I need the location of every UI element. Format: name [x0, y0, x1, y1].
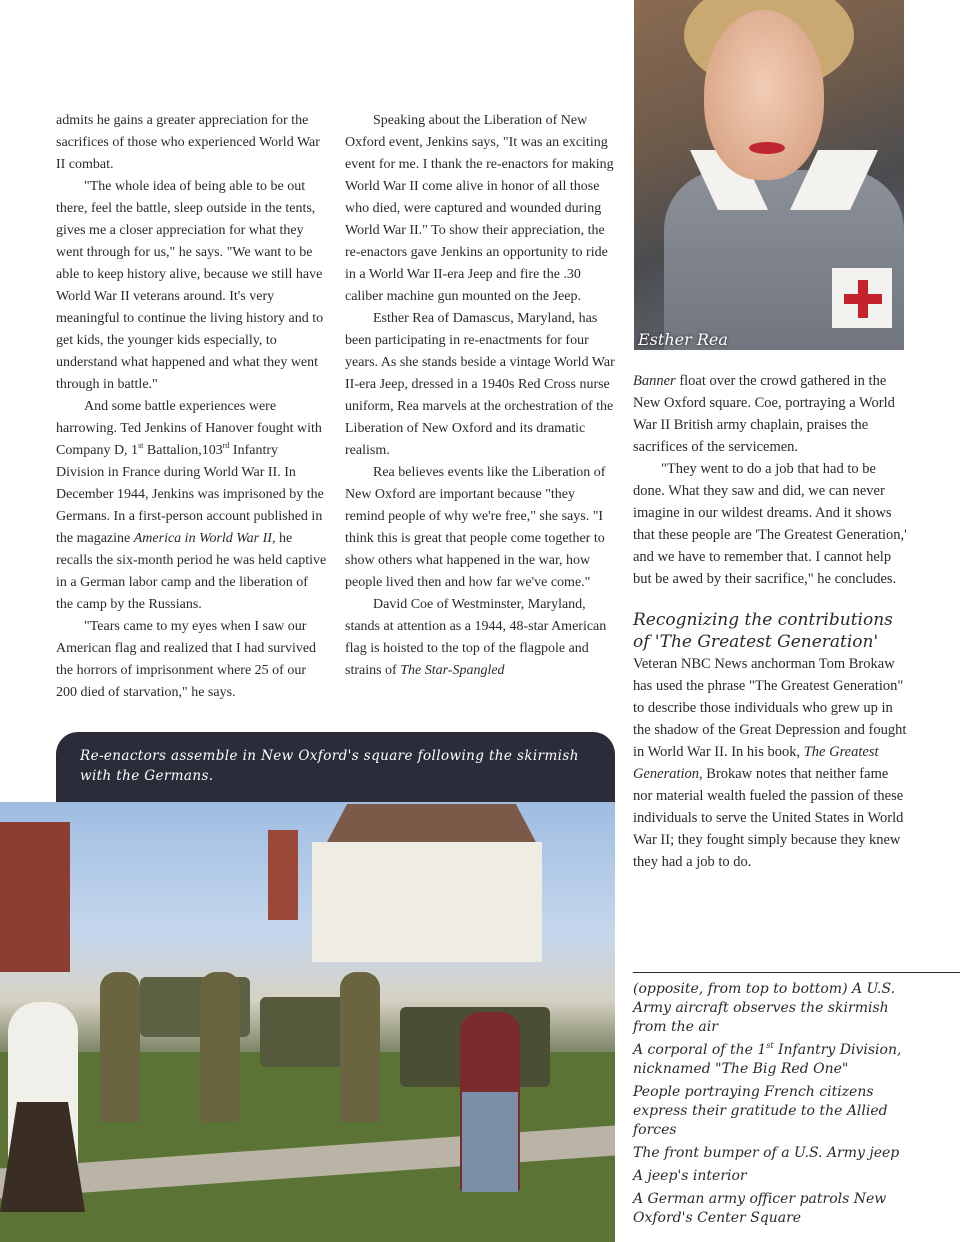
- superscript: st: [766, 1041, 774, 1050]
- soldier: [100, 972, 140, 1122]
- jeans: [462, 1092, 518, 1192]
- paragraph: Rea believes events like the Liberation of New Oxford are important because "they remind people of why we're free," she says. "I think this is great that people come together to show others what happened in the war, how people lived then and how far we've come.": [345, 465, 606, 590]
- paragraph: Esther Rea of Damascus, Maryland, has been participating in re-enactments for four years. As she stands beside a vintage World War II-era Jeep, dressed in a 1940s Red Cross nurse uniform, Rea marvels at the orchestration of the Liberation of New Oxford and its dramatic realism.: [345, 311, 615, 458]
- lips: [749, 142, 785, 154]
- divider: [633, 972, 960, 973]
- paragraph: Speaking about the Liberation of New Oxford event, Jenkins says, "It was an exciting event for me. I thank the re-enactors for making World War II come alive in honor of all those who died, were captured and wounded during World War II." To show their appreciation, the re-enactors gave Jenkins an opportunity to ride in a World War II-era Jeep and fire the .30 caliber machine gun mounted on the Jeep.: [345, 113, 614, 304]
- paragraph: "They went to do a job that had to be done. What they saw and did, we can never imagine in our wildest dreams. And it shows that these people are 'The Greatest Generation,' and we have to remember that. I cannot help but be awed by their sacrifice," he concludes.: [633, 461, 907, 587]
- portrait-caption: Esther Rea: [638, 330, 728, 349]
- church-tower: [268, 830, 298, 920]
- paragraph: "Tears came to my eyes when I saw our American flag and realized that I had survived the horrors of imprisonment where 25 of our 200 died of starvation," he says.: [56, 619, 317, 700]
- text-run: And some battle experiences were harrowing. Ted Jenkins of Hanover fought with Company D, 1: [56, 399, 322, 458]
- main-photo: [0, 802, 615, 1242]
- book-title: The Greatest Generation: [633, 744, 879, 782]
- credit-item: (opposite, from top to bottom) A U.S. Army aircraft observes the skirmish from the air: [633, 981, 896, 1035]
- text-run: Infantry Division, nicknamed "The Big Red One": [633, 1042, 902, 1077]
- text-run: Battalion,103: [143, 443, 223, 458]
- face: [704, 10, 824, 180]
- section-subheading: Recognizing the contributions of 'The Greatest Generation': [633, 610, 893, 652]
- portrait-photo: [634, 0, 904, 350]
- superscript: st: [138, 441, 144, 450]
- text-run: Infantry Division in France during World War II. In December 1944, Jenkins was imprisoned by the Germans. In a first-person account published in the magazine: [56, 443, 324, 546]
- paragraph: admits he gains a greater appreciation for the sacrifices of those who experienced World War II combat.: [56, 113, 320, 172]
- text-run: , he recalls the six-month period he was held captive in a German labor camp and the liberation of the camp by the Russians.: [56, 531, 327, 612]
- hotel-roof: [316, 804, 538, 846]
- superscript: rd: [222, 441, 230, 450]
- soldier: [200, 972, 240, 1122]
- paragraph: [56, 396, 328, 616]
- photo-caption: Re-enactors assemble in New Oxford's square following the skirmish with the Germans.: [56, 732, 615, 802]
- text-run: David Coe of Westminster, Maryland, stands at attention as a 1944, 48-star American flag is hoisted to the top of the flagpole and strains of: [345, 597, 607, 678]
- text-run: float over the crowd gathered in the New Oxford square. Coe, portraying a World War II British army chaplain, praises the sacrifices of the servicemen.: [633, 373, 895, 455]
- article-column-2: [345, 110, 617, 682]
- paragraph: [633, 370, 911, 458]
- anthem-title: The Star-Spangled: [400, 663, 505, 678]
- credit-item: A German army officer patrols New Oxford's Center Square: [633, 1191, 887, 1226]
- credit-item: [633, 1041, 923, 1079]
- hotel-building: [312, 842, 542, 962]
- article-column-3: [633, 370, 911, 873]
- soldier: [340, 972, 380, 1122]
- paragraph: [345, 594, 617, 682]
- brick-building: [0, 822, 70, 972]
- magazine-title: America in World War II: [133, 531, 272, 546]
- text-run: Veteran NBC News anchorman Tom Brokaw has used the phrase "The Greatest Generation" to describe those individuals who grew up in the shadow of the Great Depression and fought in World War II. In his book,: [633, 656, 907, 760]
- credit-item: People portraying French citizens express their gratitude to the Allied forces: [633, 1084, 888, 1138]
- photo-credits: [633, 980, 923, 1232]
- paragraph: [633, 653, 911, 873]
- credit-item: The front bumper of a U.S. Army jeep: [633, 1145, 900, 1161]
- text-run: , Brokaw notes that neither fame nor material wealth fueled the passion of these individuals to serve the United States in World War II; they fought simply because they knew they had a job to do.: [633, 766, 904, 870]
- paragraph: "The whole idea of being able to be out there, feel the battle, sleep outside in the tents, gives me a closer appreciation for what they went through for us," he says. "We want to be able to keep history alive, because we still have World War II veterans around. It's very meaningful to continue the living history and to get kids, the younger kids especially, to understand what happened and what they went through in battle.": [56, 179, 324, 392]
- text-run: A corporal of the 1: [633, 1042, 767, 1058]
- red-cross-icon-bar: [844, 294, 882, 304]
- credit-item: A jeep's interior: [633, 1168, 747, 1184]
- anthem-title: Banner: [633, 373, 676, 389]
- article-column-1: [56, 110, 328, 704]
